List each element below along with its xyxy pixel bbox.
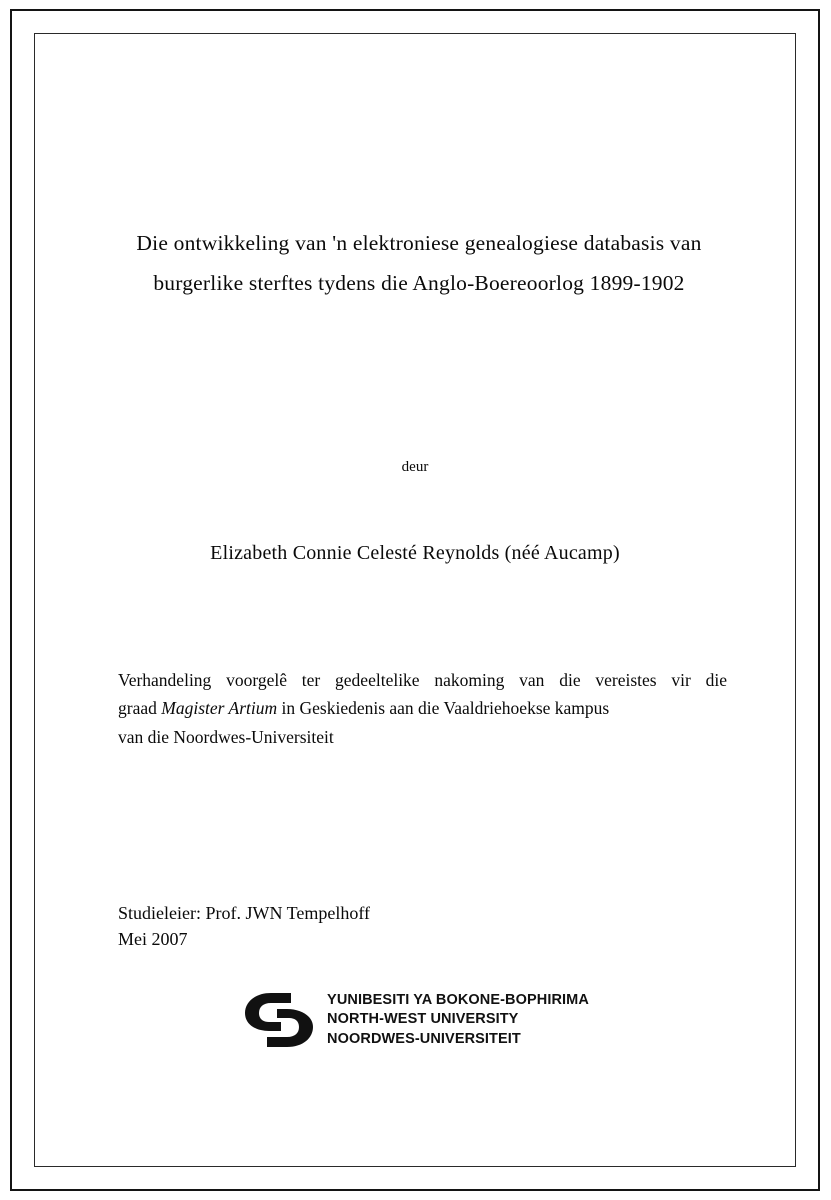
supervisor-block — [118, 900, 370, 952]
submission-line-2-prefix: graad — [118, 698, 162, 719]
title-line-1: Die ontwikkeling van 'n elektroniese genealogiese databasis van — [136, 231, 702, 255]
author-name: Elizabeth Connie Celesté Reynolds (néé Aucamp) — [210, 542, 620, 564]
logo-line-1: YUNIBESITI YA BOKONE-BOPHIRIMA — [327, 992, 589, 1009]
submission-line-2 — [118, 694, 727, 722]
by-word: deur — [401, 459, 429, 475]
degree-name: Magister Artium — [161, 698, 278, 719]
title-page-content — [35, 34, 795, 1166]
page-inner-border — [34, 33, 796, 1167]
north-west-university-logo-icon — [241, 989, 317, 1051]
university-logo — [35, 989, 795, 1051]
submission-line-3: van die Noordwes-Universiteit — [118, 726, 334, 747]
page-title — [115, 224, 723, 304]
submission-line-1: Verhandeling voorgelê ter gedeeltelike nakoming van die vereistes vir die — [118, 670, 727, 690]
supervisor-name: Studieleier: Prof. JWN Tempelhoff — [118, 903, 371, 923]
logo-line-2: NORTH-WEST UNIVERSITY — [327, 1011, 519, 1028]
university-logo-text — [327, 991, 589, 1048]
submission-date: Mei 2007 — [118, 929, 188, 950]
logo-line-3: NOORDWES-UNIVERSITEIT — [327, 1030, 521, 1047]
page-sheet — [10, 9, 820, 1191]
submission-statement — [118, 666, 727, 751]
submission-line-2-suffix: in Geskiedenis aan die Vaaldriehoekse kampus — [277, 698, 610, 719]
title-line-2: burgerlike sterftes tydens die Anglo-Boereoorlog 1899-1902 — [153, 270, 685, 295]
